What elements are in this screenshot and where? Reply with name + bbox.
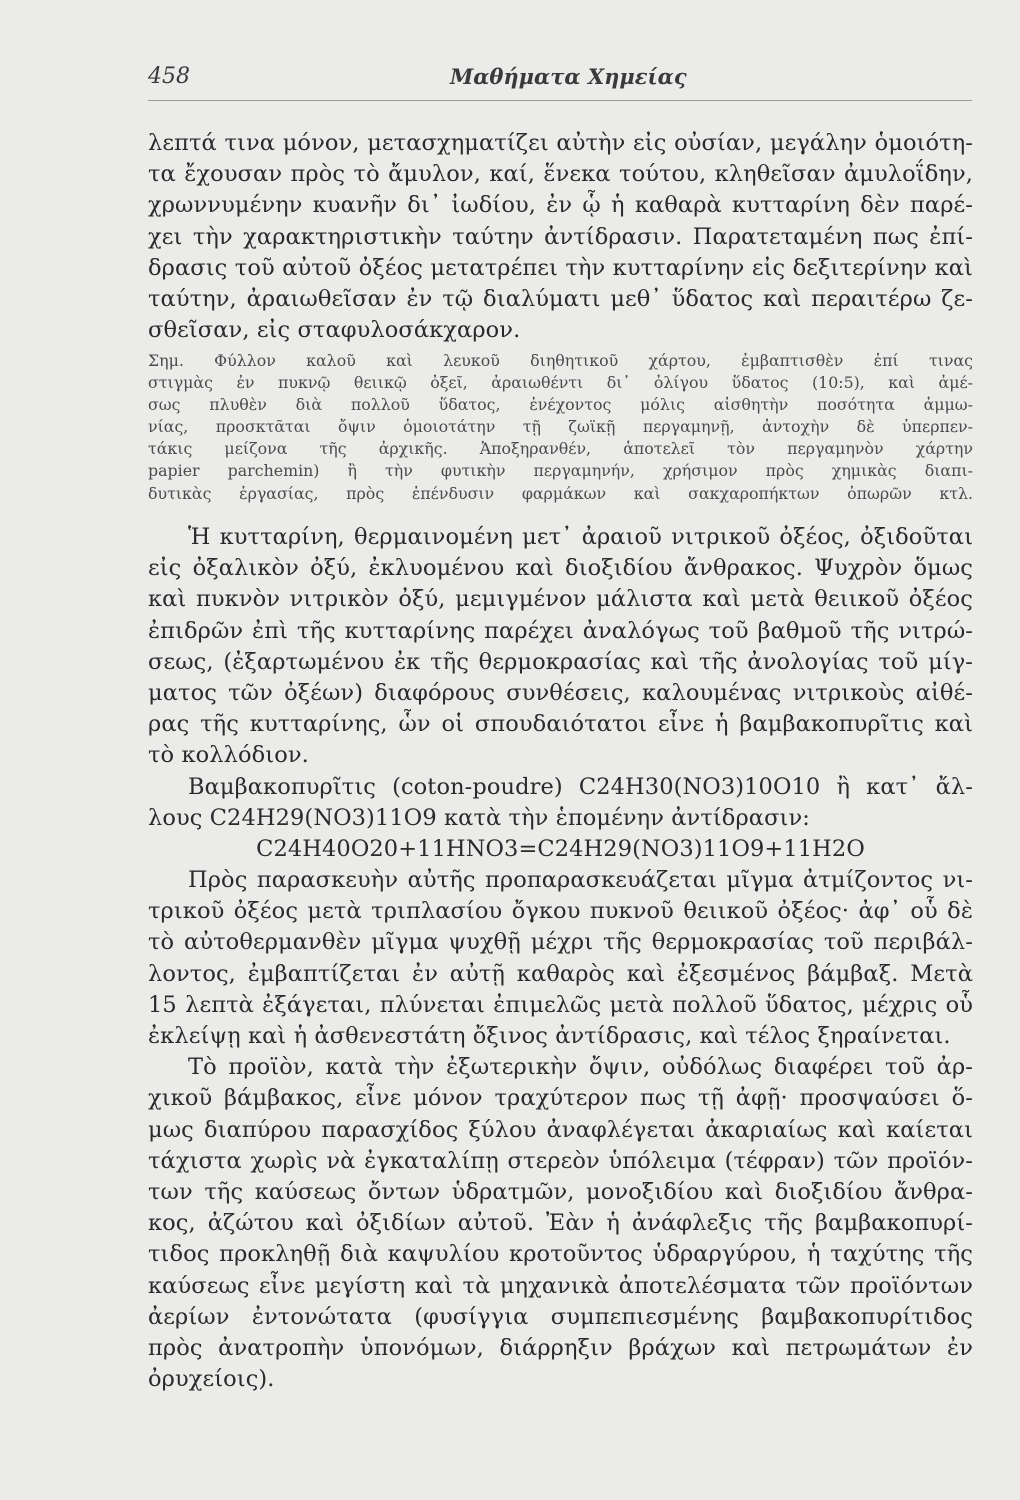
text-line: ταύτην, ἀραιωθεῖσαν ἐν τῷ διαλύματι μεθ᾿ ὕδατος καὶ περαιτέρω ζε- — [148, 285, 973, 312]
text-line: τάχιστα χωρὶς νὰ ἐγκαταλίπῃ στερεὸν ὑπόλειμα (τέφραν) τῶν προϊόν- — [148, 1147, 973, 1174]
text-line: τιδος προκληθῇ διὰ καψυλίου κροτοῦντος ὑδραργύρου, ἡ ταχύτης τῆς — [148, 1241, 973, 1268]
footnote-block — [148, 350, 973, 505]
text-line: εἰς ὀξαλικὸν ὀξύ, ἐκλυομένου καὶ διοξιδίου ἄνθρακος. Ψυχρὸν ὅμως — [148, 555, 973, 582]
text-line: χρωννυμένην κυανῆν δι᾿ ἰωδίου, ἐν ᾧ ἡ καθαρὰ κυτταρίνη δὲν παρέ- — [148, 192, 973, 219]
text-line: λοντος, ἐμβαπτίζεται ἐν αὐτῇ καθαρὸς καὶ ἐξεσμένος βάμβαξ. Μετὰ — [148, 960, 973, 987]
text-line: χικοῦ βάμβακος, εἶνε μόνον τραχύτερον πως τῇ ἀφῇ· προσψαύσει ὅ- — [148, 1085, 973, 1112]
text-line: δρασις τοῦ αὐτοῦ ὀξέος μετατρέπει τὴν κυτταρίνην εἰς δεξιτερίνην καὶ — [148, 254, 973, 281]
text-line: λεπτά τινα μόνον, μετασχηματίζει αὐτὴν εἰς οὐσίαν, μεγάλην ὁμοιότη- — [148, 130, 973, 156]
text-line: ματος τῶν ὀξέων) διαφόρους συνθέσεις, καλουμένας νιτρικοὺς αἰθέ- — [148, 679, 973, 706]
text-line: καὶ πυκνὸν νιτρικὸν ὀξύ, μεμιγμένον μάλιστα καὶ μετὰ θειικοῦ ὀξέος — [148, 586, 973, 613]
text-line: ρας τῆς κυτταρίνης, ὧν οἱ σπουδαιότατοι εἶνε ἡ βαμβακοπυρῖτις καὶ — [148, 711, 973, 738]
page-number: 458 — [148, 64, 190, 89]
text-line: ὀρυχείοις). — [148, 1366, 275, 1393]
text-line: Βαμβακοπυρῖτις (coton-poudre) C24H30(NO3)10O10 ἢ κατ᾿ ἄλ- — [188, 773, 973, 800]
text-line: καύσεως εἶνε μεγίστη καὶ τὰ μηχανικὰ ἀποτελέσματα τῶν προϊόντων — [148, 1272, 973, 1299]
header-rule — [148, 100, 972, 101]
text-line: ἀερίων ἐντονώτατα (φυσίγγια συμπεπιεσμένης βαμβακοπυρίτιδος — [148, 1303, 973, 1330]
text-line: τὸ αὐτοθερμανθὲν μῖγμα ψυχθῇ μέχρι τῆς θερμοκρασίας τοῦ περιβάλ- — [148, 929, 973, 956]
text-line: 15 λεπτὰ ἐξάγεται, πλύνεται ἐπιμελῶς μετὰ πολλοῦ ὕδατος, μέχρις οὗ — [148, 991, 973, 1018]
text-line: χει τὴν χαρακτηριστικὴν ταύτην ἀντίδρασιν. Παρατεταμένη πως ἐπί- — [148, 223, 973, 250]
text-line: των τῆς καύσεως ὄντων ὑδρατμῶν, μονοξιδίου καὶ διοξιδίου ἄνθρα- — [148, 1178, 973, 1205]
text-line: πρὸς ἀνατροπὴν ὑπονόμων, διάρρηξιν βράχων καὶ πετρωμάτων ἐν — [148, 1334, 973, 1361]
note-line: σως πλυθὲν διὰ πολλοῦ ὕδατος, ἐνέχοντος μόλις αἰσθητὴν ποσότητα ἀμμω- — [148, 395, 973, 415]
running-title: Μαθήματα Χημείας — [450, 64, 687, 89]
chemical-equation: C24H40O20+11HNO3=C24H29(NO3)11O9+11H2O — [256, 835, 865, 862]
text-line: λους C24H29(NO3)11O9 κατὰ τὴν ἑπομένην ἀντίδρασιν: — [148, 804, 810, 831]
note-line: στιγμὰς ἐν πυκνῷ θειικῷ ὀξεῖ, ἀραιωθέντι δι᾿ ὀλίγου ὕδατος (10:5), καὶ ἀμέ- — [148, 373, 973, 393]
text-line: μως διαπύρου παρασχίδος ξύλου ἀναφλέγεται ἀκαριαίως καὶ καίεται — [148, 1116, 973, 1143]
text-line: Ἡ κυτταρίνη, θερμαινομένη μετ᾿ ἀραιοῦ νιτρικοῦ ὀξέος, ὀξιδοῦται — [188, 524, 973, 550]
text-line: σθεῖσαν, εἰς σταφυλοσάκχαρον. — [148, 317, 521, 344]
note-line: Σημ. Φύλλον καλοῦ καὶ λευκοῦ διηθητικοῦ χάρτου, ἐμβαπτισθὲν ἐπί τινας — [148, 351, 973, 370]
page-header — [148, 64, 972, 94]
text-line: τὸ κολλόδιον. — [148, 742, 309, 769]
text-line: ἐκλείψῃ καὶ ἡ ἀσθενεστάτη ὄξινος ἀντίδρασις, καὶ τέλος ξηραίνεται. — [148, 1023, 951, 1049]
text-line: τα ἔχουσαν πρὸς τὸ ἄμυλον, καί, ἕνεκα τούτου, κληθεῖσαν ἀμυλοΐδην, — [148, 161, 973, 188]
text-line: Τὸ προϊὸν, κατὰ τὴν ἐξωτερικὴν ὄψιν, οὐδόλως διαφέρει τοῦ ἀρ- — [188, 1054, 973, 1081]
note-line: papier parchemin) ἢ τὴν φυτικὴν περγαμηνήν, χρήσιμον πρὸς χημικὰς διαπι- — [148, 461, 973, 481]
text-line: Πρὸς παρασκευὴν αὐτῆς προπαρασκευάζεται μῖγμα ἀτμίζοντος νι- — [188, 867, 973, 894]
text-line: τρικοῦ ὀξέος μετὰ τριπλασίου ὄγκου πυκνοῦ θειικοῦ ὀξέος· ἀφ᾿ οὗ δὲ — [148, 898, 973, 925]
text-line: ἐπιδρῶν ἐπὶ τῆς κυτταρίνης παρέχει ἀναλόγως τοῦ βαθμοῦ τῆς νιτρώ- — [148, 617, 973, 644]
text-line: σεως, (ἐξαρτωμένου ἐκ τῆς θερμοκρασίας καὶ τῆς ἀνολογίας τοῦ μίγ- — [148, 648, 973, 675]
main-text — [148, 522, 973, 1395]
note-line: νίας, προσκτᾶται ὄψιν ὁμοιοτάτην τῇ ζωϊκῇ περγαμηνῇ, ἀντοχὴν δὲ ὑπερπεν- — [148, 417, 973, 437]
note-line: τάκις μείζονα τῆς ἀρχικῆς. Ἀποξηρανθέν, ἀποτελεῖ τὸν περγαμηνὸν χάρτην — [148, 439, 973, 459]
text-line: κος, ἀζώτου καὶ ὀξιδίων αὐτοῦ. Ἐὰν ἡ ἀνάφλεξις τῆς βαμβακοπυρί- — [148, 1210, 973, 1237]
paragraph-1 — [148, 128, 973, 346]
note-line: δυτικὰς ἐργασίας, πρὸς ἐπένδυσιν φαρμάκων καὶ σακχαροπήκτων ὀπωρῶν κτλ. — [148, 483, 973, 503]
